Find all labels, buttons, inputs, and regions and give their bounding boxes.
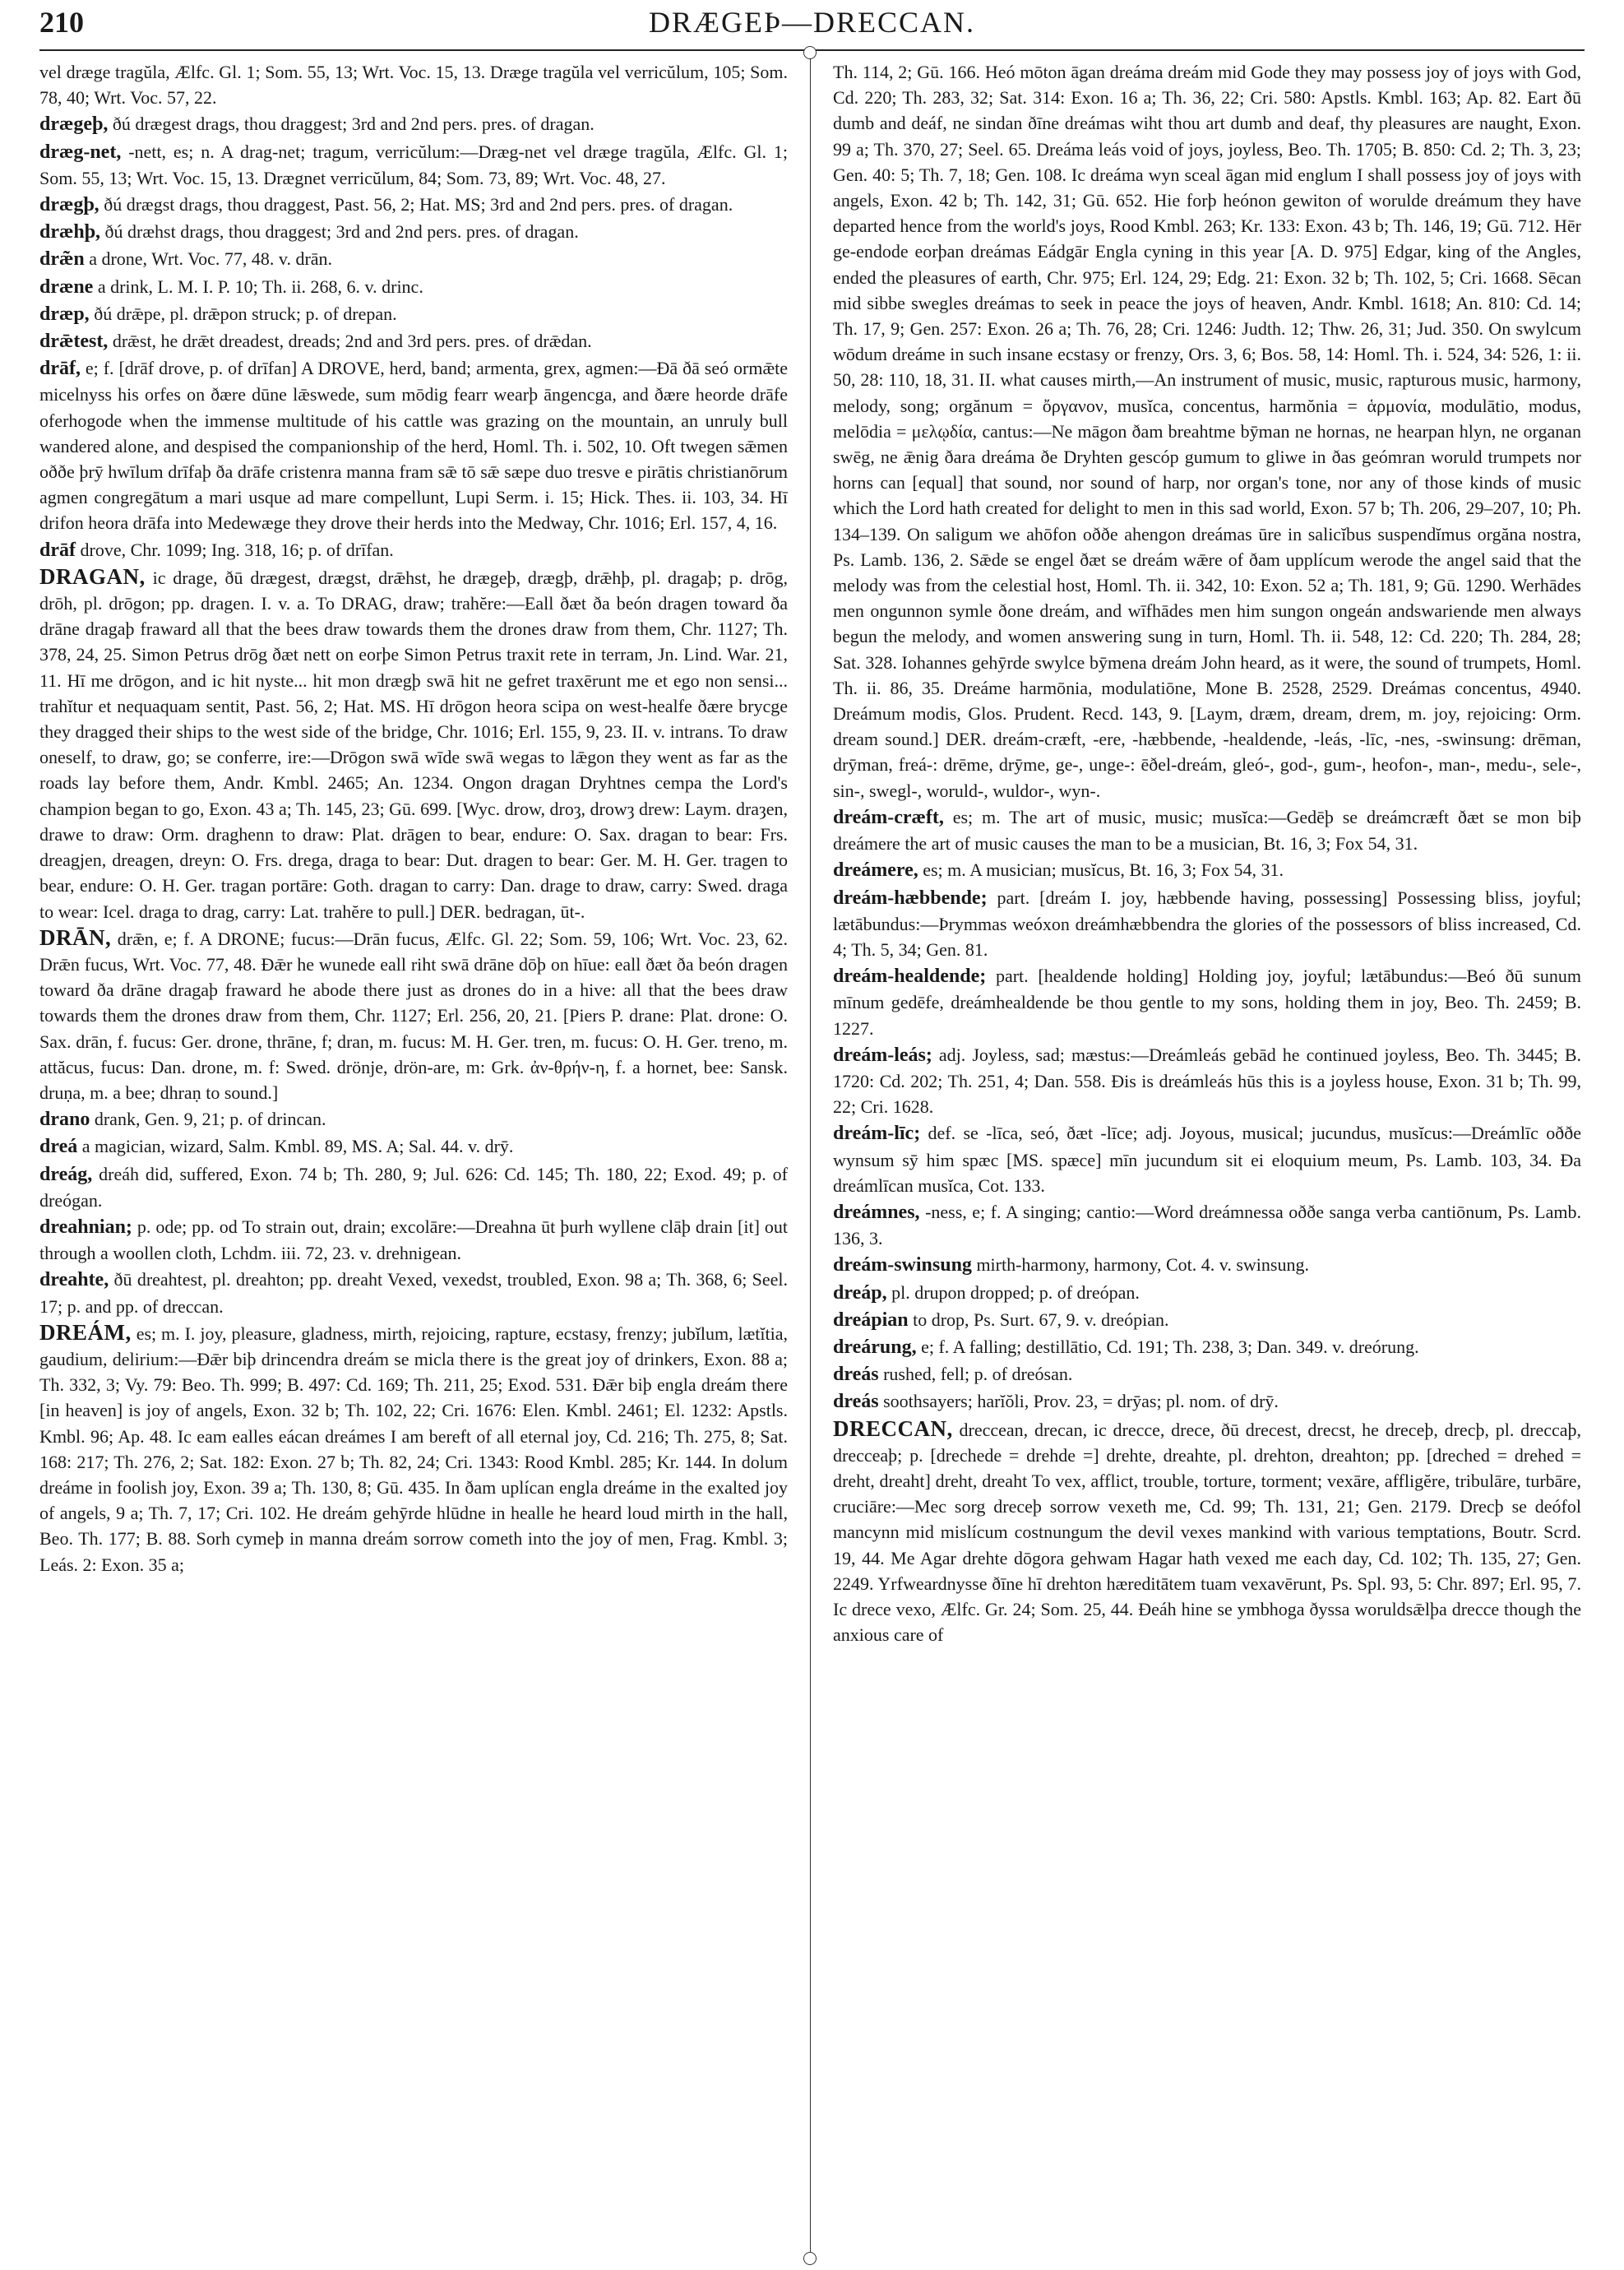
dictionary-entry <box>833 1307 1581 1333</box>
entry-definition: drǣn, e; f. A DRONE; fucus:—Drān fucus, Ælfc. Gl. 22; Som. 59, 106; Wrt. Voc. 23, 62. Drǣn fucus, Wrt. Voc. 77, 48. Ðǣr he wunede eall riht swā drāne dōþ on hīue: eall ðæt ða beón dragen toward ða drāne dragaþ fraward he abode there just as drones do in a hive: all that the bees draw towards them the drones draw from them, Chr. 1127; Erl. 256, 20, 21. [Piers P. drane: Plat. drone: O. Sax. drān, f. fucus: Ger. drone, thrāne, f; dran, m. fucus: M. H. Ger. tren, m. fucus: O. H. Ger. treno, m. attăcus, fucus: Dan. drone, m. f: Swed. drönje, drön-are, m: Grk. ἀν-θρήν-η, f. a hornet, bee: Sansk. druṇa, m. a bee; dhraṇ to sound.] <box>39 928 788 1103</box>
page-header <box>39 3 1585 41</box>
entry-headword: drægþ, <box>39 194 99 216</box>
dictionary-entry <box>39 274 788 300</box>
entry-headword: dreám-swinsung <box>833 1254 972 1276</box>
entry-headword: dreámere, <box>833 859 918 882</box>
dictionary-entry <box>833 1252 1581 1278</box>
dictionary-entry <box>39 1133 788 1160</box>
dictionary-entry <box>833 1388 1581 1415</box>
entry-definition: part. [healdende holding] Holding joy, joyful; lætābundus:—Beó ðū sunum mīnum gedēfe, dreámhealdende be thou gentle to my sons, holding them in joy, Beo. Th. 2459; B. 1227. <box>833 966 1581 1039</box>
entry-headword: DREÁM, <box>39 1319 132 1345</box>
entry-definition: -nett, es; n. A drag-net; tragum, verricŭlum:—Dræg-net vel dræge tragŭla, Ælfc. Gl. 1; Som. 55, 13; Wrt. Voc. 15, 13. Drægnet verricŭlum, 84; Som. 73, 89; Wrt. Voc. 48, 27. <box>39 141 788 188</box>
entry-headword: drano <box>39 1109 90 1131</box>
dictionary-entry <box>39 925 788 1105</box>
entry-headword: dræg-net, <box>39 141 122 163</box>
entry-definition: ic drage, ðū drægest, drægst, drǣhst, he drægeþ, drægþ, drǣhþ, pl. dragaþ; p. drōg, drōh, pl. drōgon; pp. dragen. I. v. a. To DRAG, draw; trahĕre:—Eall ðæt ða beón dragen toward ða drāne dragaþ fraward all that the bees draw towards them the drones draw from them, Chr. 1127; Th. 378, 24, 25. Simon Petrus drōg ðæt nett on eorþe Simon Petrus traxit rete in terram, Jn. Lind. War. 21, 11. Hī me drōgon, and ic hit nyste... hit mon drægþ swā hit ne gefret traxērunt me et ego non sensi... trahĭtur et nequaquam sentit, Past. 56, 2; Hat. MS. Hī drōgon heora scipa on west-healfe ðære brycge they dragged their ships to the west side of the bridge, Chr. 1016; Erl. 155, 9, 23. II. v. intrans. To draw oneself, to draw, go; se conferre, ire:—Drōgon swā wīde swā wegas to lǣgon they went as far as the roads lay before them, Andr. Kmbl. 2465; An. 1234. Ongon dragan Dryhtnes cempa the Lord's champion began to go, Exon. 43 a; Th. 145, 23; Gū. 699. [Wyc. drow, droȝ, drowȝ drew: Laym. draȝen, drawe to draw: Orm. draghenn to draw: Plat. drāgen to bear, endure: O. Sax. dragan to bear: Frs. dreagjen, dreagen, dreyn: O. Frs. drega, draga to bear: Dut. dragen to bear: Ger. M. H. Ger. tragen to bear, endure: O. H. Ger. tragan portāre: Goth. dragan to carry: Dan. drage to draw, carry: Swed. draga to wear: Icel. draga to drag, carry: Lat. trahĕre to pull.] DER. bedragan, ūt-. <box>39 567 788 922</box>
entry-definition: rushed, fell; p. of dreósan. <box>883 1364 1073 1385</box>
dictionary-entry <box>833 1199 1581 1251</box>
entry-definition: a drink, L. M. I. P. 10; Th. ii. 268, 6. v. drinc. <box>97 276 423 297</box>
right-column <box>833 59 1581 2251</box>
dictionary-entry <box>39 1161 788 1213</box>
entry-headword: dreám-healdende; <box>833 966 987 988</box>
dictionary-entry <box>39 246 788 272</box>
dictionary-entry <box>833 1120 1581 1198</box>
dictionary-entry <box>833 59 1581 804</box>
entry-headword: drǣtest, <box>39 331 109 353</box>
entry-definition: ðú drægst drags, thou draggest, Past. 56, 2; Hat. MS; 3rd and 2nd pers. pres. of dragan. <box>104 194 733 215</box>
dictionary-entry <box>39 328 788 354</box>
entry-headword: dreám-leás; <box>833 1044 932 1066</box>
entry-definition: ðū dreahtest, pl. dreahton; pp. dreaht Vexed, vexedst, troubled, Exon. 98 a; Th. 368, 6; Seel. 17; p. and pp. of dreccan. <box>39 1269 788 1317</box>
entry-headword: dreás <box>833 1391 879 1413</box>
dictionary-entry <box>833 963 1581 1041</box>
entry-headword: dreág, <box>39 1163 93 1185</box>
entry-headword: drægeþ, <box>39 114 109 136</box>
entry-headword: dreámnes, <box>833 1201 920 1223</box>
dictionary-entry <box>39 1267 788 1318</box>
entry-headword: dræp, <box>39 303 90 325</box>
dictionary-entry <box>833 1042 1581 1120</box>
dictionary-entry <box>833 1416 1581 1648</box>
entry-definition: soothsayers; harĭŏli, Prov. 23, = drȳas; pl. nom. of drȳ. <box>883 1391 1279 1412</box>
page-title: DRÆGEÞ—DRECCAN. <box>648 6 976 39</box>
entry-definition: vel dræge tragŭla, Ælfc. Gl. 1; Som. 55, 13; Wrt. Voc. 15, 13. Dræge tragŭla vel verricŭlum, 105; Som. 78, 40; Wrt. Voc. 57, 22. <box>39 62 788 109</box>
entry-headword: dreám-hæbbende; <box>833 887 988 909</box>
dictionary-entry <box>39 1214 788 1266</box>
entry-definition: part. [dreám I. joy, hæbbende having, possessing] Possessing bliss, joyful; lætābundus:—Þrymmas weóxon dreámhæbbendra the glories of the possessors of bliss increased, Cd. 4; Th. 5, 34; Gen. 81. <box>833 887 1581 960</box>
entry-headword: dreám-līc; <box>833 1123 921 1145</box>
entry-definition: dreáh did, suffered, Exon. 74 b; Th. 280, 9; Jul. 626: Cd. 145; Th. 180, 22; Exod. 49; p. of dreógan. <box>39 1163 788 1211</box>
entry-definition: def. se -līca, seó, ðæt -līce; adj. Joyous, musical; jucundus, musĭcus:—Dreámlīc oððe wynsum sȳ him spæc [MS. spæce] mīn jucundum sit ei eloquium meum, Ps. Lamb. 103, 34. Ða dreámlīcan musĭca, Cot. 133. <box>833 1123 1581 1196</box>
dictionary-entry <box>833 1280 1581 1306</box>
entry-headword: dreám-cræft, <box>833 806 944 828</box>
entry-headword: dræ̃n <box>39 248 85 271</box>
dictionary-entry <box>833 885 1581 963</box>
dictionary-entry <box>833 1361 1581 1387</box>
dictionary-entry <box>39 301 788 327</box>
dictionary-entry <box>39 139 788 191</box>
entry-headword: DRĀN, <box>39 924 112 950</box>
dictionary-entry <box>39 355 788 535</box>
dictionary-entry <box>833 1334 1581 1360</box>
divider-ornament-top <box>803 46 817 59</box>
dictionary-entry <box>833 857 1581 883</box>
entry-definition: a magician, wizard, Salm. Kmbl. 89, MS. A; Sal. 44. v. drȳ. <box>81 1136 514 1157</box>
dictionary-entry <box>833 804 1581 856</box>
dictionary-entry <box>39 1106 788 1133</box>
entry-definition: ðú dræhst drags, thou draggest; 3rd and 2nd pers. pres. of dragan. <box>104 221 579 243</box>
dictionary-entry <box>39 219 788 245</box>
entry-headword: DRAGAN, <box>39 563 146 589</box>
dictionary-entry <box>39 537 788 563</box>
dictionary-entry <box>39 192 788 218</box>
entry-headword: dreáp, <box>833 1281 887 1304</box>
dictionary-entry <box>39 59 788 110</box>
left-column <box>39 59 788 2251</box>
entry-headword: dræne <box>39 276 94 298</box>
entry-definition: es; m. A musician; musĭcus, Bt. 16, 3; Fox 54, 31. <box>923 859 1284 881</box>
entry-definition: e; f. [drāf drove, p. of drīfan] A DROVE, herd, band; armenta, grex, agmen:—Ðā ðā seó ormǣte micelnyss his orfes on ðære dūne lǣswede, sum mōdig fearr wearþ āngencga, and ðære heorde drāfe oferhogode when the immense multitude of his cattle was grazing on the mountain, an unruly bull wandered alone, and despised the companionship of the herd, Homl. Th. i. 502, 10. Oft twegen sǣmen oððe þrȳ hwīlum drīfaþ ða drāfe cristenra manna fram sǣ tō sǣ sæpe duo tresve e pirātis christianōrum agmen congregātum a mari usque ad mare compellunt, Lupi Serm. i. 15; Hick. Thes. ii. 103, 34. Hī drifon heora drāfa into Medewæge they drove their herds into the Medway, Chr. 1016; Erl. 157, 4, 16. <box>39 358 788 534</box>
entry-definition: ðú drægest drags, thou draggest; 3rd and 2nd pers. pres. of dragan. <box>112 114 595 135</box>
entry-definition: drǣst, he drǣt dreadest, dreads; 2nd and 3rd pers. pres. of drǣdan. <box>112 331 592 352</box>
dictionary-entry <box>39 111 788 137</box>
entry-definition: es; m. I. joy, pleasure, gladness, mirth, rejoicing, rapture, ecstasy, frenzy; jubĭlum, lætĭtia, gaudium, delirium:—Ðǣr biþ drincendra dreám se micla there is the great joy of drinkers, Exon. 88 a; Th. 332, 3; Vy. 79: Beo. Th. 999; B. 497: Cd. 169; Th. 211, 25; Exod. 531. Ðǣr biþ engla dreám there [in heaven] is joy of angels, Exon. 32 b; Th. 102, 22; Cri. 1676: Elen. Kmbl. 2461; El. 1232: Apstls. Kmbl. 96; Ap. 48. Ic eam ealles eácan dreámes I am bereft of all eternal joy, Cd. 216; Th. 275, 8; Sat. 168: 217; Th. 276, 2; Sat. 182: Exon. 27 b; Th. 82, 24; Cri. 1343: Rood Kmbl. 285; Kr. 144. In dolum dreáme in foolish joy, Exon. 39 a; Th. 130, 8; Gū. 435. In ðam uplícan engla dreáme in the exalted joy of angels, 9 a; Th. 7, 17; Cri. 102. He dreám gehȳrde hlūdne in healle he heard loud mirth in the hall, Beo. Th. 177; B. 88. Sorh cymeþ in manna dreám sorrow cometh into the joy of men, Frag. Kmbl. 3; Leás. 2: Exon. 35 a; <box>39 1323 788 1575</box>
entry-headword: dreahnian; <box>39 1216 132 1238</box>
entry-definition: pl. drupon dropped; p. of dreópan. <box>891 1281 1140 1303</box>
divider-ornament-bottom <box>803 2252 817 2265</box>
entry-definition: e; f. A falling; destillātio, Cd. 191; Th. 238, 3; Dan. 349. v. dreórung. <box>921 1336 1419 1357</box>
entry-headword: drāf <box>39 539 76 561</box>
entry-headword: dreás <box>833 1364 879 1386</box>
entry-headword: drāf, <box>39 358 81 380</box>
entry-headword: dreárung, <box>833 1336 917 1358</box>
entry-headword: DRECCAN, <box>833 1415 953 1441</box>
entry-definition: adj. Joyless, sad; mæstus:—Dreámleás gebād he continued joyless, Beo. Th. 3445; B. 1720: Cd. 202; Th. 251, 4; Dan. 558. Ðis is dreámleás hūs this is a joyless house, Exon. 31 b; Th. 99, 22; Cri. 1628. <box>833 1044 1581 1118</box>
column-divider <box>810 51 811 2259</box>
dictionary-entry <box>39 1320 788 1577</box>
entry-definition: a drone, Wrt. Voc. 77, 48. v. drān. <box>89 248 333 270</box>
entry-definition: ðú drǣpe, pl. drǣpon struck; p. of drepan. <box>94 303 397 324</box>
entry-definition: dreccean, drecan, ic drecce, drece, ðū drecest, drecst, he dreceþ, drecþ, pl. dreccaþ, drecceaþ; p. [drechede = drehde =] drehte, dreahte, pl. drehton, dreahton; pp. [dreched = drehed = dreht, dreaht] dreht, dreaht To vex, afflict, trouble, torture, torment; vexāre, affligĕre, tribulāre, turbāre, cruciāre:—Mec sorg dreceþ sorrow vexeth me, Cd. 99; Th. 131, 21; Gen. 2179. Drecþ se deófol mancynn mid mislícum costnungum the devil vexes mankind with various temptations, Boutr. Scrd. 19, 44. Me Agar drehte dōgora gehwam Hagar hath vexed me each day, Cd. 102; Th. 135, 27; Gen. 2249. Yrfweardnysse ðīne hī drehton hæreditātem tuam vexavērunt, Ps. Spl. 93, 5: Chr. 897; Erl. 95, 7. Ic drece vexo, Ælfc. Gr. 24; Som. 25, 44. Ðeáh hine se ymbhoga ðyssa woruldsǣlþa drecce though the anxious care of <box>833 1419 1581 1646</box>
entry-definition: Th. 114, 2; Gū. 166. Heó mōton āgan dreáma dreám mid Gode they may possess joy of joys with God, Cd. 220; Th. 283, 32; Sat. 314: Exon. 16 a; Th. 36, 22; Cri. 580: Apstls. Kmbl. 163; Ap. 82. Eart ðū dumb and deáf, ne sindan ðīne dreámas wiht thou art dumb and deaf, thy pleasures are naught, Exon. 99 a; Th. 370, 27; Seel. 65. Dreáma leás void of joys, joyless, Beo. Th. 1705; B. 850: Cd. 2; Th. 3, 23; Gen. 40: 5; Th. 7, 18; Gen. 108. Ic dreáma wyn sceal āgan mid englum I shall possess joy of joys with angels, Exon. 42 b; Th. 142, 31; Gū. 652. Hie forþ heónon gewiton of worulde dreámum they have departed hence from the world's joys, Rood Kmbl. 263; Kr. 133: Exon. 43 b; Th. 146, 19; Gū. 712. Hēr ge-endode eorþan dreámas Eádgār Engla cyning in this year [A. D. 975] Edgar, king of the Angles, ended the pleasures of earth, Chr. 975; Erl. 124, 29; Edg. 21: Exon. 32 b; Th. 102, 5; Cri. 1668. Sēcan mid sibbe swegles dreámas to seek in peace the joys of heaven, Andr. Kmbl. 1618; An. 810: Cd. 14; Th. 17, 9; Gen. 257: Exon. 26 a; Th. 76, 28; Cri. 1246: Judth. 12; Thw. 26, 31; Jud. 350. On swylcum wōdum dreáme in such insane ecstasy or frenzy, Ors. 3, 6; Bos. 58, 14: Homl. Th. i. 524, 34: 526, 1: ii. 50, 28: 110, 18, 31. II. what causes mirth,—An instrument of music, music, rapturous music, harmony, melody, song; orgănum = ὄργανον, musĭca, concentus, harmŏnia = ἁρμονία, modulātio, modus, melōdia = μελῳδία, cantus:—Ne māgon ðam breahtme bȳman ne hornas, ne hearpan hlyn, ne organan swēg, ne ǣnig ðara dreáma ðe Dryhten gescóp gumum to gliwe in ðas geómran woruld trumpets nor horns can [equal] that sound, nor sound of harp, nor organ's tone, nor any of those kinds of music which the Lord hath created for delight to men in this sad world, Exon. 57 b; Th. 206, 29–207, 10; Ph. 134–139. On saligum we ahōfon oððe ahengon dreámas ūre in salicĭbus suspendĭmus orgăna nostra, Ps. Lamb. 136, 2. Sǣde se engel ðæt se dreám wǣre of ðam upplícum werode the angel said that the melody was from the celestial host, Homl. Th. ii. 342, 10: Exon. 52 a; Th. 181, 9; Gū. 1290. Werhādes men ongunnon symle ðone dreám, and wīfhādes men him sungon ongeán andswariende men always begun the melody, and women answering sung in turn, Homl. Th. ii. 548, 12: Cd. 220; Th. 284, 28; Sat. 328. Iohannes gehȳrde swylce bȳmena dreám John heard, as it were, the sound of trumpets, Homl. Th. ii. 86, 35. Dreáme harmōnia, modulatiōne, Mone B. 2528, 2529. Dreámas concentus, 4940. Dreámum modis, Glos. Prudent. Recd. 143, 9. [Laym, dræm, dream, drem, m. joy, rejoicing: Orm. dream sound.] DER. dreám-cræft, -ere, -hæbbende, -healdende, -leás, -līc, -nes, -swinsung: drēman, drȳman, freá-: drēme, drȳme, ge-, unge-: ēðel-dreám, gleó-, god-, gum-, heofon-, man-, medu-, sele-, sin-, swegl-, woruld-, wuldor-, wyn-. <box>833 62 1581 801</box>
entry-definition: es; m. The art of music, music; musĭca:—Gedēþ se dreámcræft ðæt se mon biþ dreámere the art of music causes the man to be a musician, Bt. 16, 3; Fox 54, 31. <box>833 806 1581 855</box>
page-number: 210 <box>39 6 84 39</box>
dictionary-entry <box>39 564 788 924</box>
entry-definition: p. ode; pp. od To strain out, drain; excolāre:—Dreahna ūt þurh wyllene clāþ drain [it] out through a woollen cloth, Lchdm. iii. 72, 23. v. drehnigean. <box>39 1216 788 1264</box>
entry-definition: mirth-harmony, harmony, Cot. 4. v. swinsung. <box>976 1254 1309 1276</box>
entry-headword: dreápian <box>833 1309 909 1331</box>
entry-headword: dræhþ, <box>39 221 101 243</box>
entry-definition: drove, Chr. 1099; Ing. 318, 16; p. of drīfan. <box>80 539 394 560</box>
entry-definition: to drop, Ps. Surt. 67, 9. v. dreópian. <box>913 1309 1169 1330</box>
entry-headword: dreá <box>39 1136 78 1158</box>
entry-definition: -ness, e; f. A singing; cantio:—Word dreámnessa oððe sanga verba cantiōnum, Ps. Lamb. 136, 3. <box>833 1201 1581 1249</box>
entry-headword: dreahte, <box>39 1269 109 1291</box>
entry-definition: drank, Gen. 9, 21; p. of drincan. <box>94 1109 326 1130</box>
